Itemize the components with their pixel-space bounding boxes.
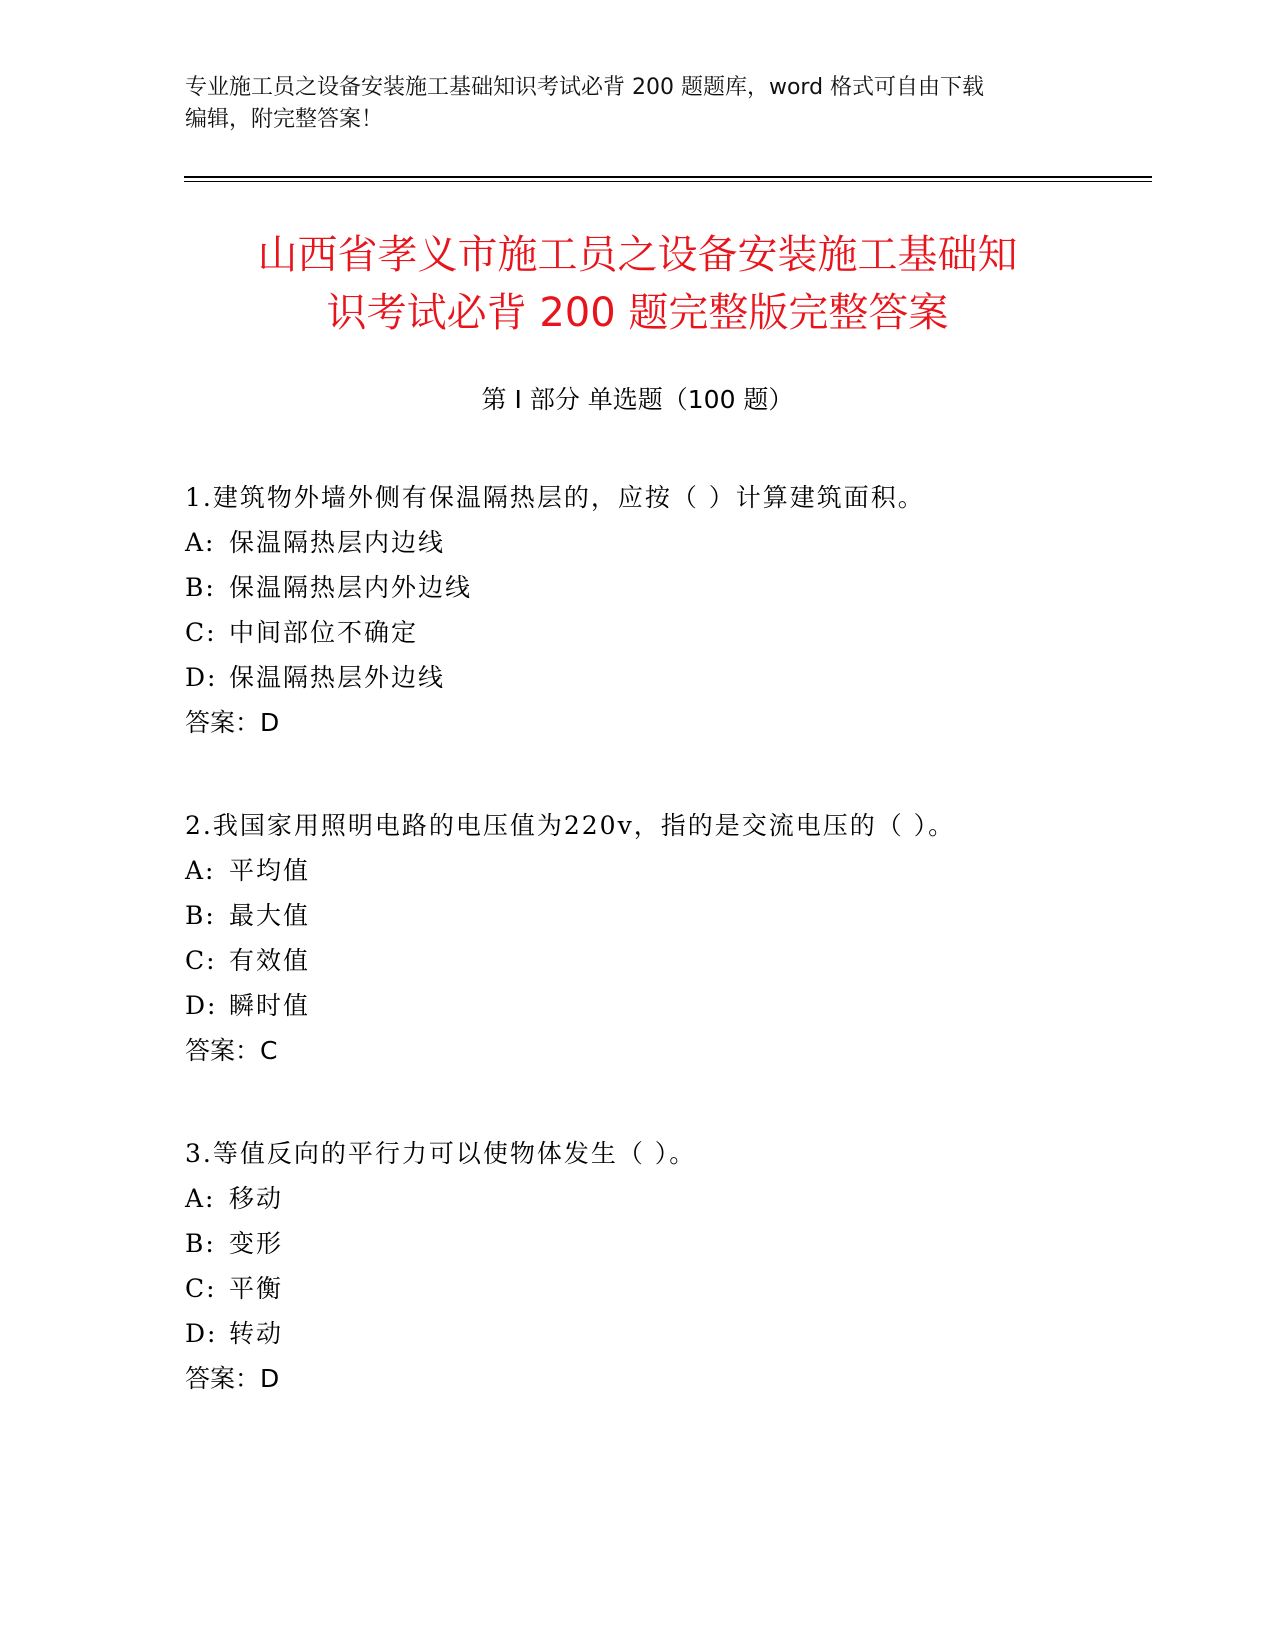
option-letter: B:: [185, 1229, 216, 1258]
option-letter: A:: [185, 528, 216, 557]
option-a: [185, 1176, 1135, 1221]
option-letter: C:: [185, 946, 217, 975]
option-text: 移动: [229, 1184, 284, 1213]
option-letter: B:: [185, 901, 216, 930]
option-text: 变形: [229, 1229, 284, 1258]
header-note-line-1: 专业施工员之设备安装施工基础知识考试必背 200 题题库，word 格式可自由下载: [185, 75, 985, 100]
question-2: [185, 803, 1135, 1073]
option-text: 保温隔热层内边线: [229, 528, 446, 557]
answer-line: 答案：C: [185, 1036, 278, 1065]
section-title: 第 I 部分 单选题（100 题）: [481, 385, 794, 414]
option-letter: B:: [185, 573, 216, 602]
header-divider-thick: [184, 176, 1152, 178]
option-b: [185, 1221, 1135, 1266]
question-3: [185, 1131, 1135, 1401]
option-d: [185, 983, 1135, 1028]
question-list: [185, 475, 1135, 1459]
option-b: [185, 893, 1135, 938]
option-b: [185, 565, 1135, 610]
header-note: [185, 72, 1085, 136]
header-note-line-2: 编辑，附完整答案！: [185, 107, 384, 132]
option-text: 保温隔热层内外边线: [229, 573, 473, 602]
option-letter: C:: [185, 618, 217, 647]
option-letter: D:: [185, 991, 218, 1020]
option-text: 平均值: [229, 856, 311, 885]
document-title: [140, 226, 1135, 342]
option-a: [185, 520, 1135, 565]
option-text: 保温隔热层外边线: [229, 663, 446, 692]
document-title-line-1: 山西省孝义市施工员之设备安装施工基础知: [257, 232, 1018, 278]
option-c: [185, 938, 1135, 983]
option-a: [185, 848, 1135, 893]
question-1: [185, 475, 1135, 745]
question-stem: 1.建筑物外墙外侧有保温隔热层的，应按（ ）计算建筑面积。: [185, 483, 925, 512]
answer-line: 答案：D: [185, 708, 280, 737]
question-stem: 2.我国家用照明电路的电压值为220v，指的是交流电压的（ ）。: [185, 811, 956, 840]
document-title-line-2: 识考试必背 200 题完整版完整答案: [326, 290, 949, 336]
option-c: [185, 610, 1135, 655]
option-d: [185, 1311, 1135, 1356]
option-text: 有效值: [229, 946, 311, 975]
answer-line: 答案：D: [185, 1364, 280, 1393]
question-stem: 3.等值反向的平行力可以使物体发生（ ）。: [185, 1139, 697, 1168]
option-letter: D:: [185, 663, 218, 692]
option-text: 瞬时值: [229, 991, 311, 1020]
option-letter: A:: [185, 1184, 216, 1213]
option-c: [185, 1266, 1135, 1311]
option-d: [185, 655, 1135, 700]
option-letter: A:: [185, 856, 216, 885]
option-letter: D:: [185, 1319, 218, 1348]
option-text: 中间部位不确定: [229, 618, 419, 647]
option-text: 平衡: [229, 1274, 284, 1303]
header-divider-thin: [184, 181, 1152, 182]
option-text: 最大值: [229, 901, 311, 930]
option-letter: C:: [185, 1274, 217, 1303]
option-text: 转动: [229, 1319, 284, 1348]
